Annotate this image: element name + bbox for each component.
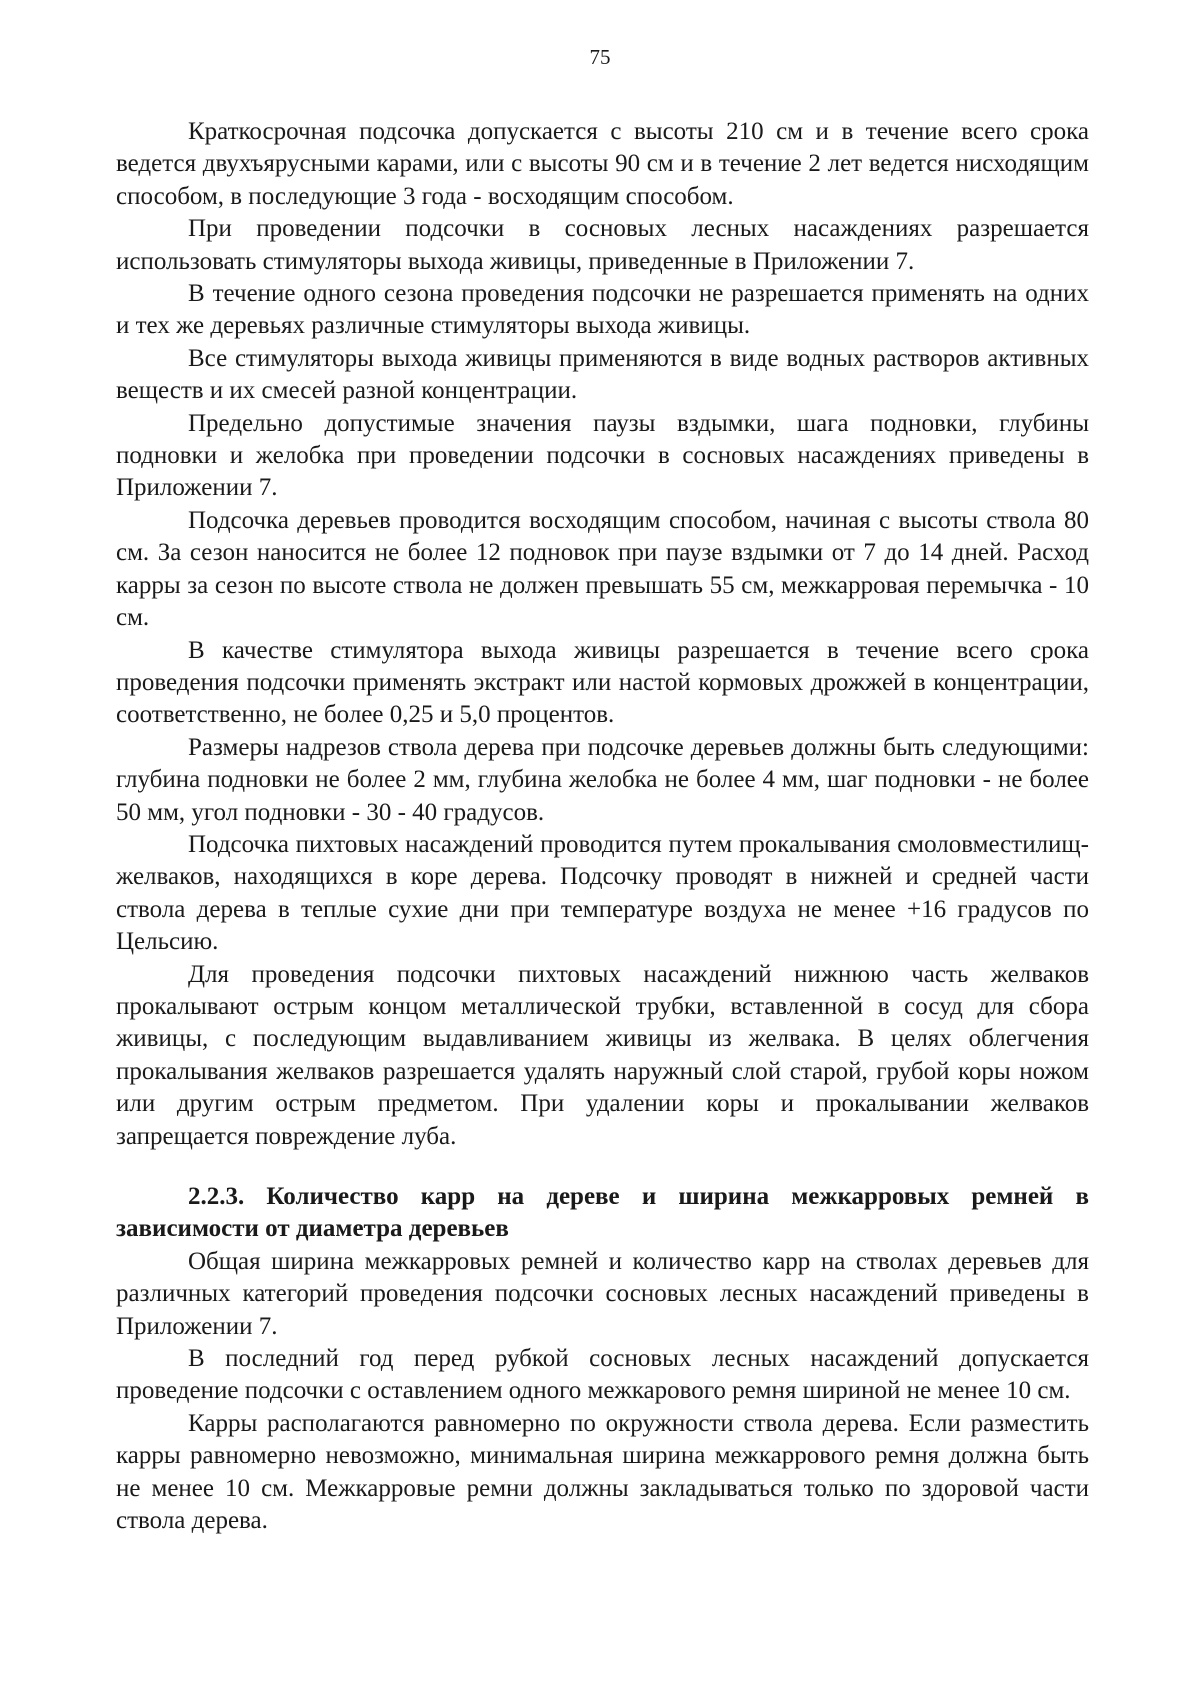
paragraph: Общая ширина межкарровых ремней и количество карр на стволах деревьев для различных категорий проведения подсочки сосновых лесных насаждений приведены в Приложении 7. — [116, 1247, 1089, 1340]
paragraph: В качестве стимулятора выхода живицы разрешается в течение всего срока проведения подсочки применять экстракт или настой кормовых дрожжей в концентрации, соответственно, не более 0,25 и 5,0 процентов. — [116, 636, 1089, 729]
paragraph: Подсочка пихтовых насаждений проводится путем прокалывания смоловместилищ-желваков, находящихся в коре дерева. Подсочку проводят в нижней и средней части ствола дерева в теплые сухие дни при температуре воздуха не менее +16 градусов по Цельсию. — [116, 830, 1089, 956]
page-number: 75 — [589, 45, 611, 69]
paragraph: Карры располагаются равномерно по окружности ствола дерева. Если разместить карры равномерно невозможно, минимальная ширина межкаррового ремня должна быть не менее 10 см. Межкарровые ремни должны закладываться только по здоровой части ствола дерева. — [116, 1409, 1089, 1535]
paragraph: В последний год перед рубкой сосновых лесных насаждений допускается проведение подсочки с оставлением одного межкарового ремня шириной не менее 10 см. — [116, 1345, 1089, 1405]
page-content — [116, 116, 1089, 1537]
paragraph: Все стимуляторы выхода живицы применяются в виде водных растворов активных веществ и их смесей разной концентрации. — [116, 344, 1089, 405]
paragraph: Для проведения подсочки пихтовых насаждений нижнюю часть желваков прокалывают острым концом металлической трубки, вставленной в сосуд для сбора живицы, с последующим выдавливанием живицы из желвака. В целях облегчения прокалывания желваков разрешается удалять наружный слой старой, грубой коры ножом или другим острым предметом. При удалении коры и прокалывании желваков запрещается повреждение луба. — [116, 960, 1089, 1150]
section-heading: 2.2.3. Количество карр на дереве и ширина межкарровых ремней в зависимости от диаметра деревьев — [116, 1183, 1089, 1243]
paragraph: Размеры надрезов ствола дерева при подсочке деревьев должны быть следующими: глубина подновки не более 2 мм, глубина желобка не более 4 мм, шаг подновки - не более 50 мм, угол подновки - 30 - 40 градусов. — [116, 733, 1089, 826]
paragraph: Краткосрочная подсочка допускается с высоты 210 см и в течение всего срока ведется двухъярусными карами, или с высоты 90 см и в течение 2 лет ведется нисходящим способом, в последующие 3 года - восходящим способом. — [116, 118, 1089, 210]
paragraph: Подсочка деревьев проводится восходящим способом, начиная с высоты ствола 80 см. За сезон наносится не более 12 подновок при паузе вздымки от 7 до 14 дней. Расход карры за сезон по высоте ствола не должен превышать 55 см, межкарровая перемычка - 10 см. — [116, 506, 1089, 632]
paragraph: Предельно допустимые значения паузы вздымки, шага подновки, глубины подновки и желобка при проведении подсочки в сосновых насаждениях приведены в Приложении 7. — [116, 409, 1089, 502]
paragraph: При проведении подсочки в сосновых лесных насаждениях разрешается использовать стимуляторы выхода живицы, приведенные в Приложении 7. — [116, 215, 1089, 275]
paragraph: В течение одного сезона проведения подсочки не разрешается применять на одних и тех же деревьях различные стимуляторы выхода живицы. — [116, 280, 1089, 340]
